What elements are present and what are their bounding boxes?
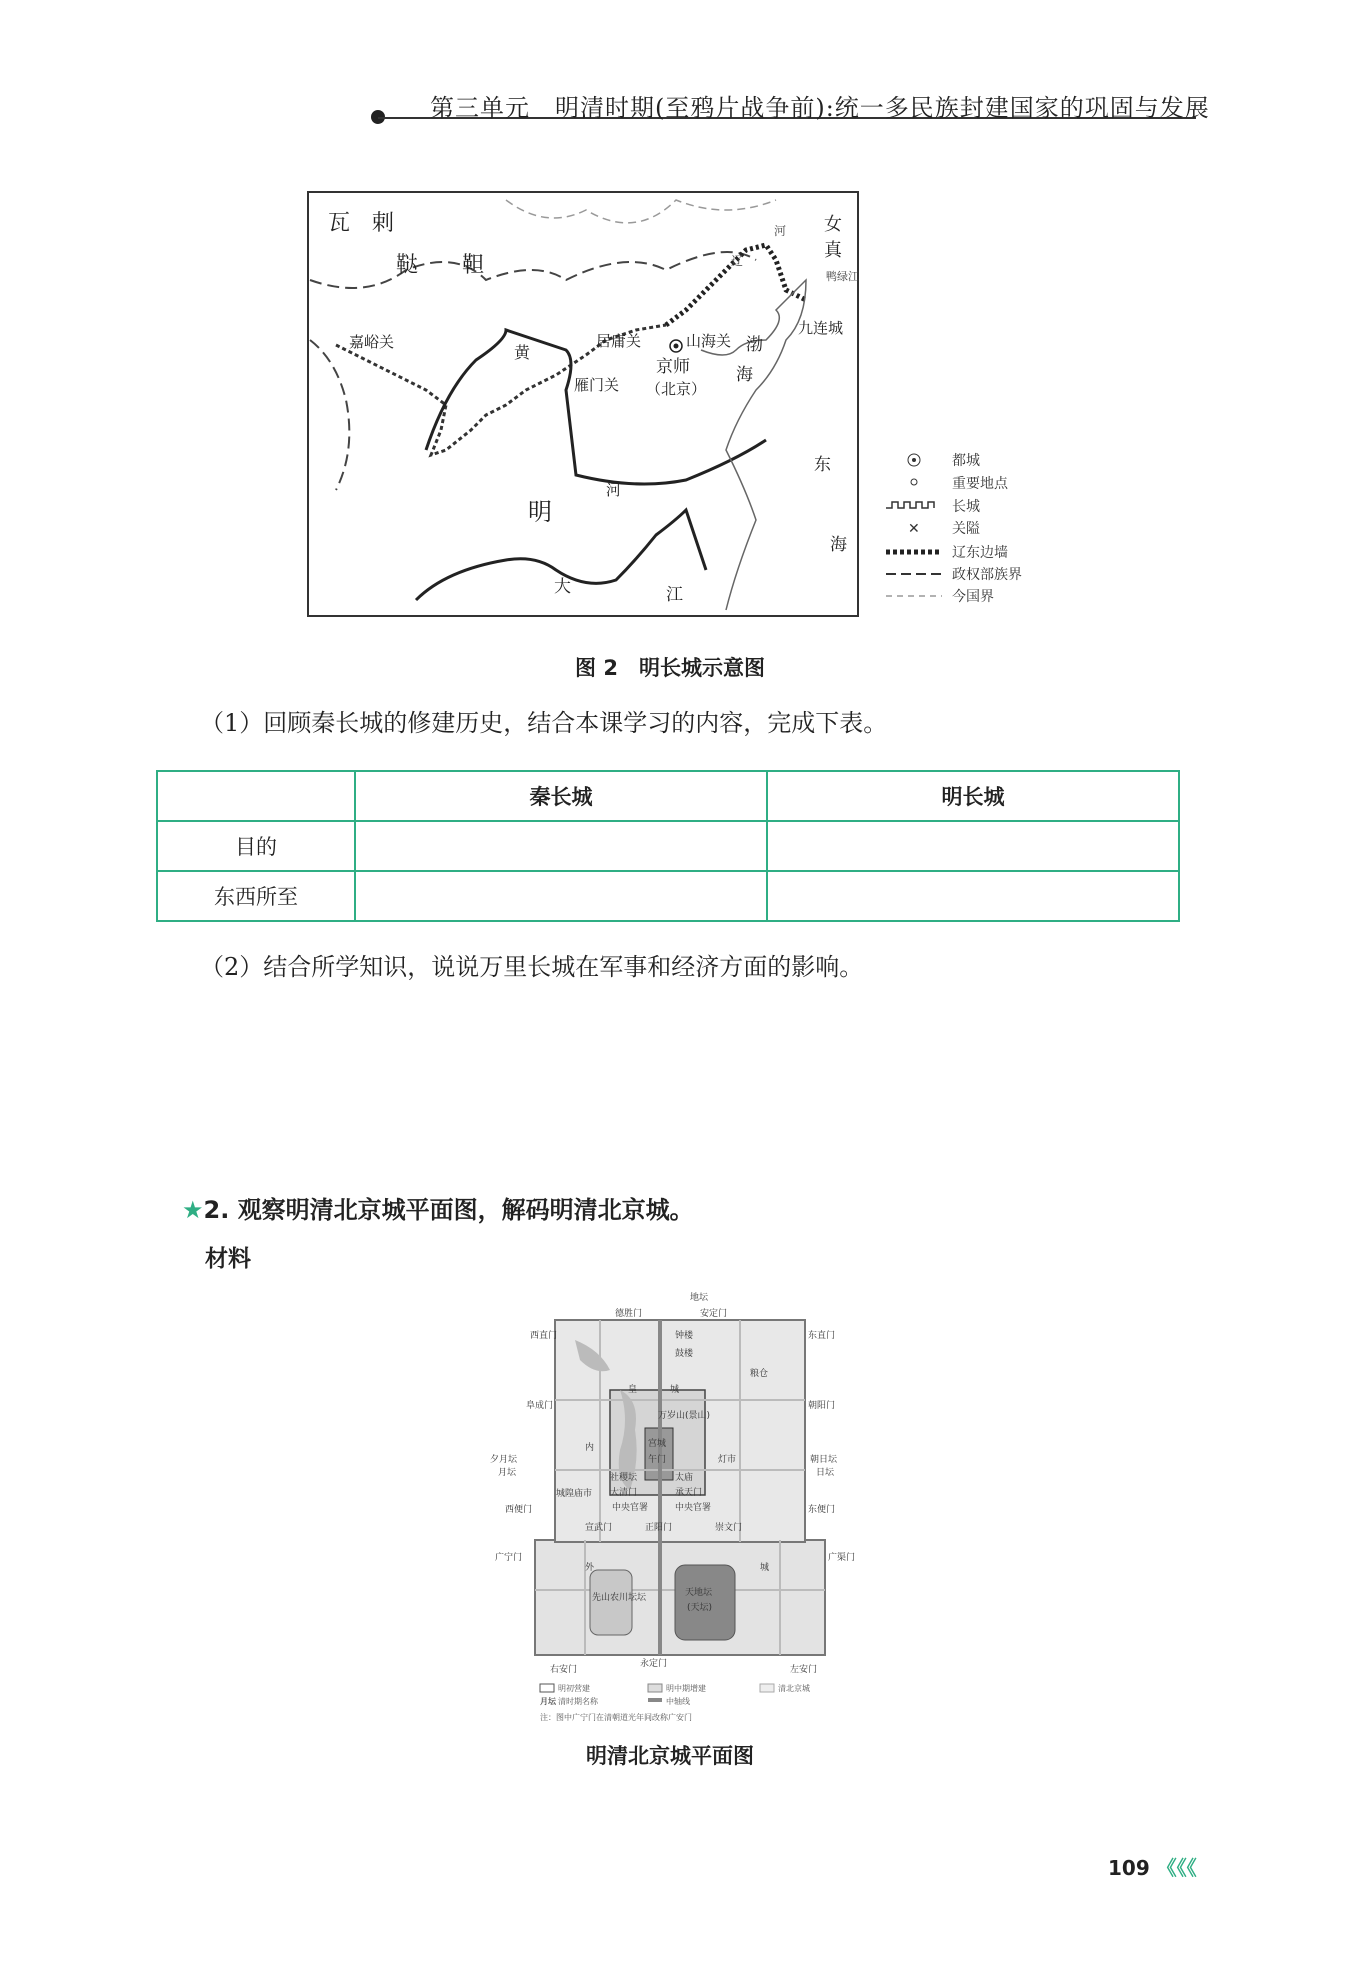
legend-item: 明中期增建	[666, 1684, 706, 1693]
table-header-cell: 明长城	[767, 771, 1179, 821]
label-gongcheng: 宫城	[648, 1439, 667, 1449]
label-beijing: （北京）	[646, 380, 707, 398]
star-icon: ★	[182, 1196, 204, 1224]
label-nvzhen: 女	[824, 214, 842, 235]
label-hai: 海	[736, 365, 753, 385]
label-fuchengmen: 阜成门	[526, 1401, 554, 1411]
label-hai2: 海	[830, 535, 847, 555]
row-label-purpose: 目的	[157, 821, 355, 871]
label-ditan: 地坛	[690, 1293, 709, 1303]
label-tiantan: (天坛)	[687, 1603, 713, 1613]
label-xiannong: 先山农川坛坛	[592, 1593, 647, 1603]
legend-item: 重要地点	[952, 476, 1008, 492]
answer-cell[interactable]	[355, 871, 767, 921]
label-zhonglou: 钟楼	[675, 1331, 694, 1341]
page-number	[1108, 1852, 1197, 1881]
label-huang: 皇	[628, 1385, 638, 1395]
label-huang: 黄	[514, 343, 531, 362]
legend-item: 关隘	[952, 521, 980, 537]
label-nei: 内	[585, 1443, 595, 1453]
table-header-row	[157, 771, 1179, 821]
table-row	[157, 821, 1179, 871]
label-guangningmen: 广宁门	[495, 1553, 523, 1563]
label-xizhimen: 西直门	[530, 1331, 558, 1341]
label-he2: 河	[606, 481, 622, 499]
label-xuanwumen: 宣武门	[585, 1523, 613, 1533]
label-taimiao: 太庙	[675, 1473, 694, 1483]
label-sheji: 社稷坛	[610, 1473, 638, 1483]
label-zuoanmen: 左安门	[790, 1665, 818, 1675]
map2-note: 注：图中广宁门在清朝道光年间改称广安门	[540, 1713, 692, 1722]
label-wansuishan: 万岁山(景山)	[658, 1411, 711, 1421]
label-zhongyang2: 中央官署	[675, 1503, 712, 1513]
label-gulou: 鼓楼	[675, 1349, 694, 1359]
label-liao: 辽	[731, 254, 744, 268]
label-chaoyangmen: 朝阳门	[808, 1401, 836, 1411]
label-cheng2: 城	[760, 1563, 770, 1573]
page-arrows-icon: 《《《	[1156, 1856, 1197, 1880]
label-he1: 河	[774, 224, 787, 238]
label-yanmenguan: 雁门关	[574, 376, 620, 394]
legend-item: 中轴线	[666, 1697, 690, 1706]
label-cheng: 城	[670, 1385, 680, 1395]
legend-item: 清时期名称	[558, 1697, 598, 1706]
label-damen: 大清门	[610, 1488, 638, 1498]
material-label: 材料	[205, 1246, 251, 1272]
label-yuetan: 月坛	[498, 1468, 517, 1478]
unit-header: 第三单元 明清时期(至鸦片战争前):统一多民族封建国家的巩固与发展	[430, 94, 1210, 122]
label-jiuliancheng: 九连城	[798, 319, 844, 337]
row-label-extent: 东西所至	[157, 871, 355, 921]
table-header-cell: 秦长城	[355, 771, 767, 821]
question-2: （2）结合所学知识，说说万里长城在军事和经济方面的影响。	[200, 953, 864, 981]
label-tiandi: 天地坛	[685, 1588, 713, 1598]
label-dongzhimen: 东直门	[808, 1331, 836, 1341]
label-andingmen: 安定门	[700, 1309, 728, 1319]
label-jiang: 江	[666, 585, 683, 605]
label-wumen: 午门	[648, 1455, 667, 1465]
label-da: 大	[554, 577, 571, 597]
answer-table	[156, 770, 1180, 922]
answer-cell[interactable]	[767, 821, 1179, 871]
label-wala: 瓦 剌	[328, 211, 395, 236]
label-wai: 外	[585, 1563, 595, 1573]
label-jingshi: 京师	[656, 357, 690, 377]
legend-example: 月坛	[540, 1697, 556, 1706]
label-nvzhen: 真	[824, 240, 842, 261]
legend-item: 都城	[952, 453, 980, 469]
label-youanmen: 右安门	[550, 1665, 578, 1675]
question-1: （1）回顾秦长城的修建历史，结合本课学习的内容，完成下表。	[200, 709, 888, 737]
label-zhongyang1: 中央官署	[612, 1503, 649, 1513]
label-dada: 鞑 靼	[396, 253, 485, 278]
label-yuetan-pre: 夕月坛	[490, 1455, 518, 1465]
legend-item: 明初营建	[558, 1684, 590, 1693]
svg-text:✕: ✕	[908, 521, 920, 537]
label-yalu: 鸭绿江	[826, 270, 859, 283]
label-shanhaiguan: 山海关	[686, 332, 732, 350]
label-jiayuguan: 嘉峪关	[349, 333, 395, 351]
label-chongwenmen: 崇文门	[715, 1523, 743, 1533]
page-number-value: 109	[1108, 1856, 1150, 1880]
label-liangcang: 粮仓	[750, 1369, 769, 1379]
task-2-text: 2. 观察明清北京城平面图，解码明清北京城。	[203, 1196, 694, 1224]
label-zhengyangmen: 正阳门	[645, 1523, 673, 1533]
label-yongdingmen: 永定门	[640, 1659, 668, 1669]
ming-great-wall-map	[306, 190, 1080, 620]
legend-item: 政权部族界	[952, 567, 1022, 583]
figure2-caption: 图 2 明长城示意图	[575, 656, 765, 680]
beijing-city-plan	[490, 1290, 860, 1730]
label-ritan: 日坛	[816, 1468, 835, 1478]
label-juyongguan: 居庸关	[596, 332, 642, 350]
legend-item: 今国界	[952, 589, 994, 605]
label-chengtian: 承天门	[675, 1488, 703, 1498]
legend-item: 长城	[952, 499, 980, 515]
map2-legend	[540, 1683, 810, 1722]
label-dongbianmen: 东便门	[808, 1505, 836, 1515]
legend-item: 辽东边墙	[952, 545, 1008, 561]
label-deshengmen: 德胜门	[615, 1309, 643, 1319]
label-chenghuang: 城隍庙市	[556, 1489, 593, 1499]
label-ming: 明	[528, 498, 552, 526]
map1-legend	[886, 453, 1022, 605]
label-xibianmen: 西便门	[505, 1505, 533, 1515]
label-dong: 东	[814, 455, 831, 475]
answer-cell[interactable]	[767, 871, 1179, 921]
label-bo: 渤	[746, 335, 763, 355]
label-ritan-pre: 朝日坛	[810, 1455, 838, 1465]
answer-cell[interactable]	[355, 821, 767, 871]
table-header-cell	[157, 771, 355, 821]
task-2	[182, 1190, 694, 1225]
table-row	[157, 871, 1179, 921]
beijing-map-caption: 明清北京城平面图	[586, 1744, 754, 1768]
label-dengshi: 灯市	[718, 1455, 737, 1465]
label-guangqumen: 广渠门	[828, 1553, 856, 1563]
legend-item: 清北京城	[778, 1684, 810, 1693]
